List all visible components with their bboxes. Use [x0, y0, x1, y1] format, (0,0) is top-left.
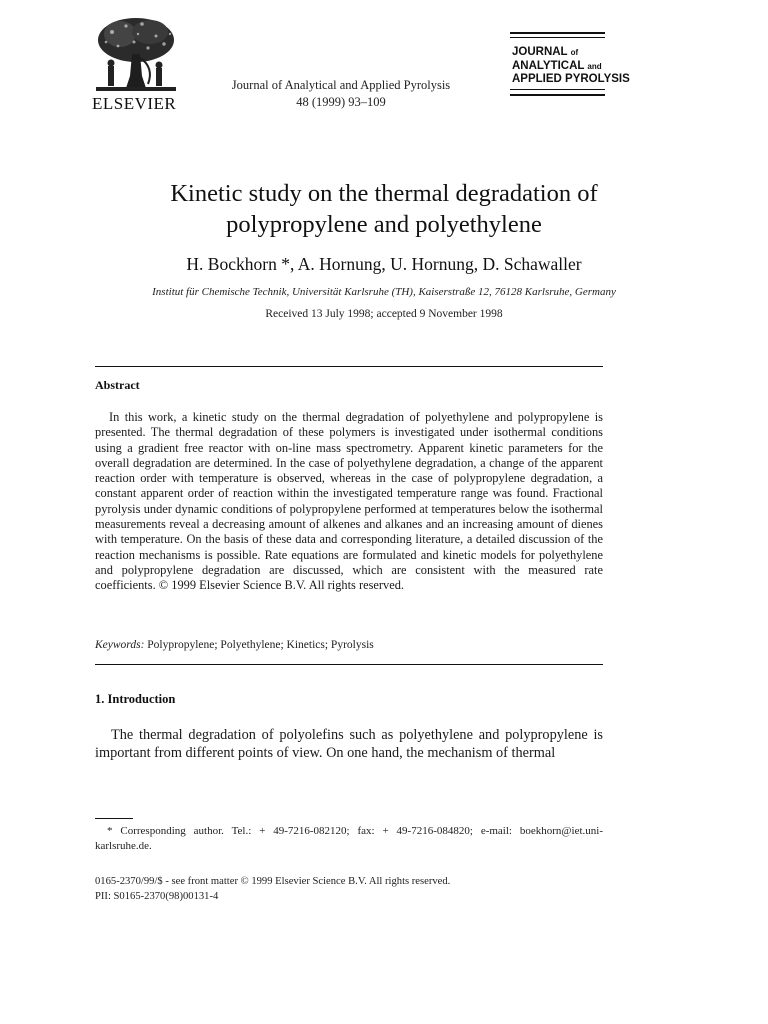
publisher-name: ELSEVIER	[92, 94, 177, 113]
abstract-text: In this work, a kinetic study on the thermal degradation of polyethylene and polypropylene is presented. The thermal degradation of these polymers is investigated under isothermal conditions using a gradient free reactor with on-line mass spectrometry. Apparent kinetic parameters for the overall degradation are determined. In the case of polyethylene degradation, a change of the apparent reaction order with temperature is observed, whereas in the case of polypropylene degradation, a constant apparent order of reaction within the investigated temperature range was found. Fractional pyrolysis under dynamic conditions of polypropylene performed at temperatures below the isothermal measurements reveal a decreasing amount of alkenes and alkanes and an increasing amount of dienes with temperature. On the basis of these data and corresponding literature, a detailed discussion of the reaction mechanisms is possible. Rate equations are formulated and kinetic models for polyethylene and polypropylene degradation are discussed, which are consistent with the measured rate coefficients. © 1999 Elsevier Science B.V. All rights reserved.	[95, 410, 603, 593]
masthead-rule-bottom-2	[510, 94, 605, 96]
keywords	[95, 639, 603, 651]
abstract-bottom-rule	[95, 664, 603, 665]
footer-issn: 0165-2370/99/$ - see front matter © 1999 Elsevier Science B.V. All rights reserved.	[95, 876, 451, 887]
masthead-applied-pyrolysis: APPLIED PYROLYSIS	[512, 73, 630, 85]
masthead-rule-top-2	[510, 37, 605, 38]
article-authors: H. Bockhorn *, A. Hornung, U. Hornung, D. Schawaller	[186, 254, 582, 274]
footer-pii: PII: S0165-2370(98)00131-4	[95, 891, 219, 902]
introduction-heading: 1. Introduction	[95, 692, 176, 706]
keywords-label: Keywords:	[95, 639, 145, 651]
article-title	[60, 178, 708, 240]
masthead-rule-top-1	[510, 32, 605, 34]
abstract-heading: Abstract	[95, 378, 140, 392]
elsevier-logo	[90, 14, 182, 112]
masthead-rule-bottom-1	[510, 89, 605, 90]
keywords-list: Polypropylene; Polyethylene; Kinetics; Pyrolysis	[147, 639, 374, 651]
received-dates: Received 13 July 1998; accepted 9 November 1998	[265, 308, 503, 320]
introduction-text: The thermal degradation of polyolefins such as polyethylene and polypropylene is important from different points of view. On one hand, the mechanism of thermal	[95, 727, 603, 761]
journal-volume: 48 (1999) 93–109	[296, 95, 386, 109]
footnote-rule	[95, 818, 133, 819]
journal-masthead	[512, 46, 630, 86]
journal-name: Journal of Analytical and Applied Pyrolysis	[231, 78, 451, 92]
article-title-line2: polypropylene and polyethylene	[226, 211, 542, 238]
corresponding-author-footnote: * Corresponding author. Tel.: + 49-7216-082120; fax: + 49-7216-084820; e-mail: boekhorn@iet.uni-karlsruhe.de.	[95, 825, 603, 852]
article-title-line1: Kinetic study on the thermal degradation of	[170, 180, 598, 207]
masthead-of: of	[570, 48, 579, 57]
page-footer	[95, 874, 603, 904]
masthead-analytical: ANALYTICAL	[512, 59, 585, 72]
masthead-journal: JOURNAL	[512, 46, 568, 58]
author-affiliation: Institut für Chemische Technik, Universität Karlsruhe (TH), Kaiserstraße 12, 76128 Karlsruhe, Germany	[152, 286, 616, 298]
abstract-top-rule	[95, 366, 603, 367]
masthead-and: and	[587, 61, 602, 71]
elsevier-tree-icon	[90, 14, 182, 94]
